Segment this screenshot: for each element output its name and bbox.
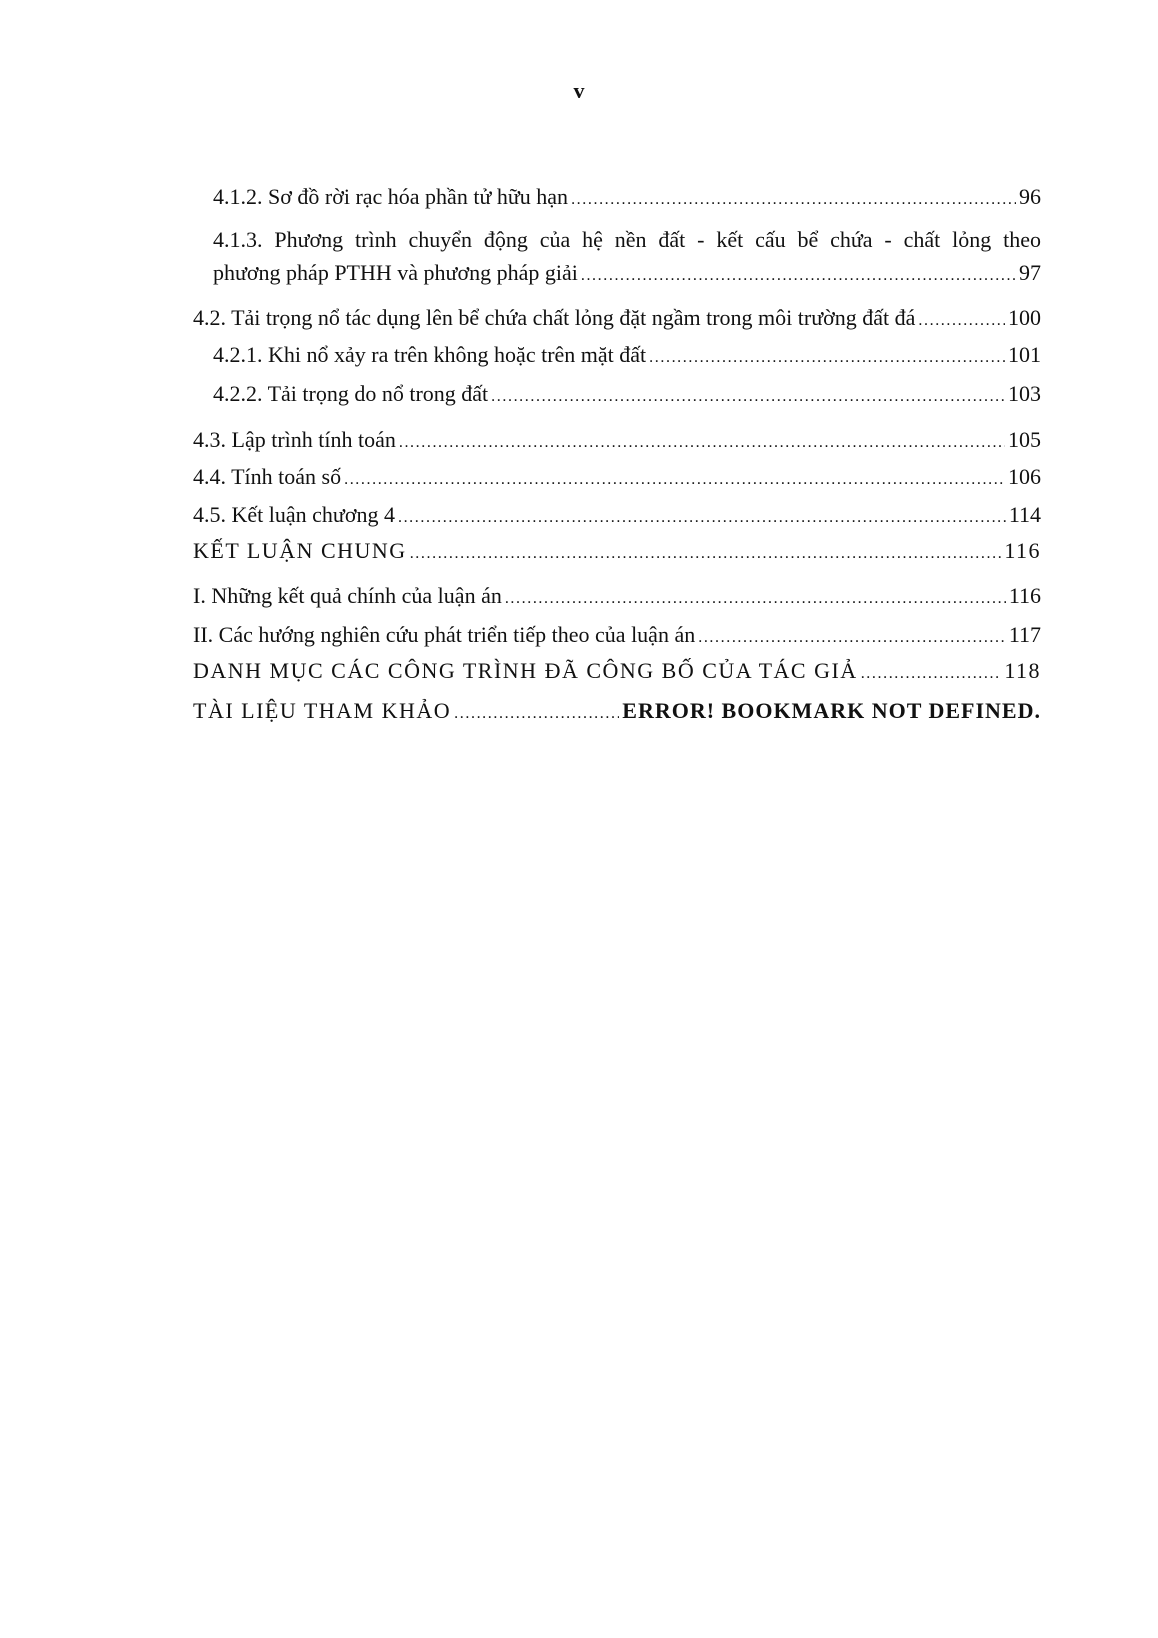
toc-entry-page: 116 <box>1008 583 1041 608</box>
toc-entry-page: 116 <box>1004 538 1041 563</box>
toc-entry-title: I. Những kết quả chính của luận án <box>193 583 502 608</box>
toc-entry-4-2-1[interactable] <box>213 341 1041 372</box>
toc-entry-ket-luan-chung[interactable] <box>193 537 1041 568</box>
toc-entry-title: 4.5. Kết luận chương 4 <box>193 502 395 527</box>
toc-entry-page: 114 <box>1008 502 1041 527</box>
toc-entry-title: 4.2.2. Tải trọng do nổ trong đất <box>213 381 489 406</box>
toc-entry-title: 4.2.1. Khi nổ xảy ra trên không hoặc trên mặt đất <box>213 342 647 367</box>
toc-leader-dots <box>918 304 1005 335</box>
toc-entry-i[interactable] <box>193 582 1041 613</box>
toc-leader-dots <box>454 697 619 728</box>
toc-entry-tai-lieu[interactable] <box>193 697 1041 728</box>
toc-entry-page: 103 <box>1008 381 1041 406</box>
toc-entry-4-1-3-line1[interactable]: 4.1.3. Phương trình chuyển động của hệ nền đất - kết cấu bể chứa - chất lỏng theo <box>213 227 1041 252</box>
toc-entry-ii[interactable] <box>193 621 1041 652</box>
toc-entry-title: DANH MỤC CÁC CÔNG TRÌNH ĐÃ CÔNG BỐ CỦA TÁC GIẢ <box>193 658 858 683</box>
toc-entry-4-3[interactable] <box>193 426 1041 457</box>
toc-entry-page: 117 <box>1008 622 1041 647</box>
toc-leader-dots <box>398 501 1006 532</box>
toc-leader-dots <box>571 183 1016 214</box>
toc-entry-title: II. Các hướng nghiên cứu phát triển tiếp theo của luận án <box>193 622 696 647</box>
toc-entry-4-5[interactable] <box>193 501 1041 532</box>
toc-leader-dots <box>399 426 1005 457</box>
toc-entry-page: 100 <box>1008 305 1041 330</box>
toc-entry-page: 106 <box>1008 464 1041 489</box>
toc-entry-page: 96 <box>1019 184 1041 209</box>
toc-entry-page-error: ERROR! BOOKMARK NOT DEFINED. <box>622 698 1041 723</box>
toc-entry-4-2-2[interactable] <box>213 380 1041 411</box>
toc-entry-page: 101 <box>1008 342 1041 367</box>
toc-entry-danh-muc[interactable] <box>193 657 1041 688</box>
toc-entry-title: phương pháp PTHH và phương pháp giải <box>213 260 578 285</box>
toc-leader-dots <box>505 582 1006 613</box>
toc-entry-title: 4.4. Tính toán số <box>193 464 342 489</box>
page-number: v <box>573 78 585 103</box>
toc-leader-dots <box>410 537 1002 568</box>
toc-entry-title: TÀI LIỆU THAM KHẢO <box>193 698 452 723</box>
toc-entry-page: 105 <box>1008 427 1041 452</box>
toc-entry-page: 97 <box>1019 260 1041 285</box>
toc-leader-dots <box>698 621 1006 652</box>
toc-entry-4-2[interactable] <box>193 304 1041 335</box>
toc-entry-4-1-3[interactable] <box>213 259 1041 290</box>
toc-leader-dots <box>344 463 1005 494</box>
toc-leader-dots <box>649 341 1005 372</box>
toc-entry-page: 118 <box>1004 658 1041 683</box>
toc-entry-title: 4.2. Tải trọng nổ tác dụng lên bể chứa chất lỏng đặt ngầm trong môi trường đất đá <box>193 305 916 330</box>
toc-entry-4-4[interactable] <box>193 463 1041 494</box>
toc-leader-dots <box>581 259 1016 290</box>
toc-entry-title: KẾT LUẬN CHUNG <box>193 538 407 563</box>
toc-entry-title: 4.1.2. Sơ đồ rời rạc hóa phần tử hữu hạn <box>213 184 569 209</box>
toc-leader-dots <box>491 380 1005 411</box>
toc-leader-dots <box>861 657 1002 688</box>
toc-entry-4-1-2[interactable] <box>213 183 1041 214</box>
toc-entry-title: 4.3. Lập trình tính toán <box>193 427 396 452</box>
